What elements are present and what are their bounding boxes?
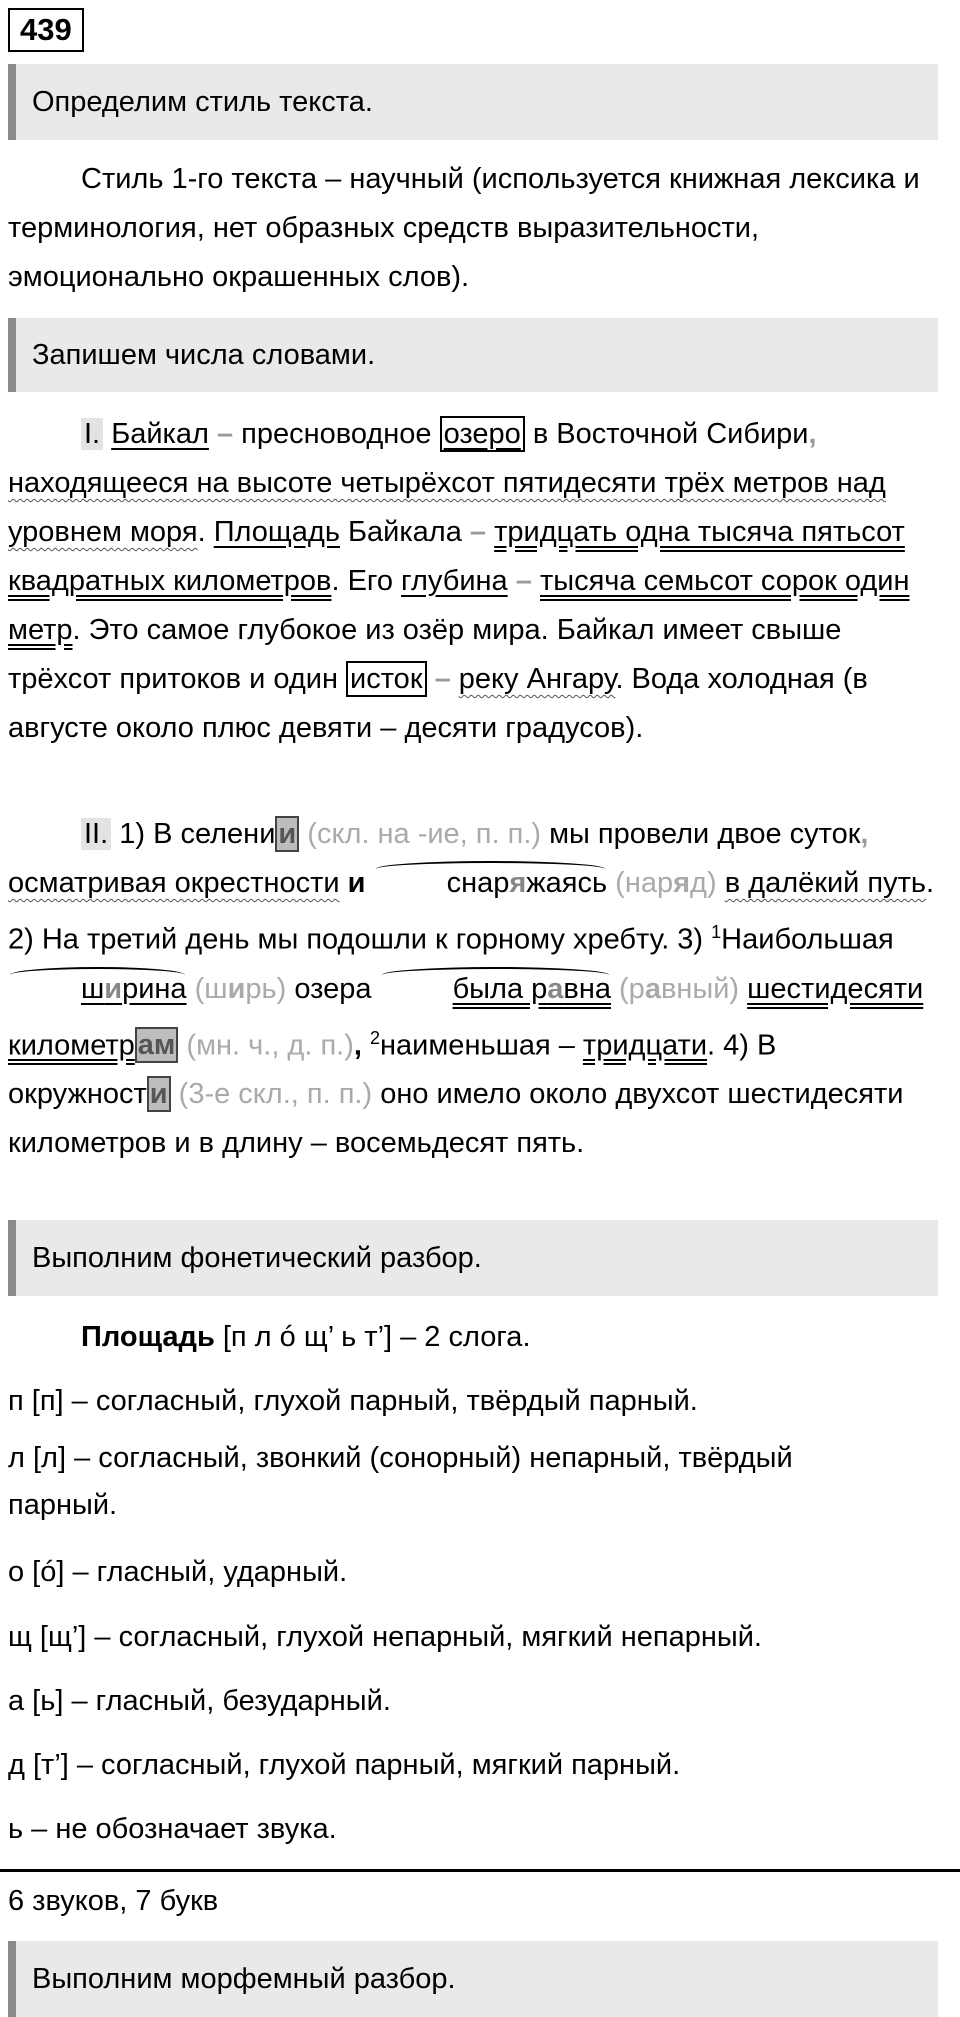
subject-glubina: глубина xyxy=(401,565,508,597)
predicate-sixty: шестидесяти километр xyxy=(8,972,924,1062)
dash: – xyxy=(216,418,234,450)
ending-box: ам xyxy=(135,1027,179,1063)
text-fragment: д) xyxy=(690,867,725,899)
grammar-note xyxy=(607,867,725,899)
phonetic-line: парный. xyxy=(8,1489,118,1521)
grammar-note: (скл. на -ие, п. п.) xyxy=(299,818,550,850)
text-fragment: жаясь xyxy=(526,867,608,899)
text-fragment: Его xyxy=(339,565,402,597)
text-fragment: вна xyxy=(563,972,611,1005)
adverbial-phrase-2 xyxy=(374,867,608,899)
dash: – xyxy=(434,663,451,695)
phonetic-line: д [т’] – согласный, глухой парный, мягкий парный. xyxy=(8,1749,681,1781)
dash: – xyxy=(469,516,487,548)
phonetic-line: щ [щ’] – согласный, глухой непарный, мягкий непарный. xyxy=(8,1621,762,1653)
adverbial-phrase-1: осматривая окрестности xyxy=(8,867,340,899)
phonetic-transcription: [п л ó щ’ ь т’] – 2 слога. xyxy=(214,1321,531,1353)
phonetic-line: о [ó] – гласный, ударный. xyxy=(8,1556,348,1588)
phonetic-word-line xyxy=(81,1317,531,1357)
phonetic-summary: 6 звуков, 7 букв xyxy=(8,1885,219,1917)
text-fragment: . 4) В окружност xyxy=(8,1029,777,1111)
text-fragment: 1) В селени xyxy=(111,818,276,850)
text-fragment: снар xyxy=(446,867,510,899)
roman-numeral-2: II. xyxy=(81,818,111,850)
checked-vowel: и xyxy=(104,972,123,1005)
grammar-note: (3-е скл., п. п.) xyxy=(170,1078,381,1111)
predicate-thirty: тридцати xyxy=(582,1029,708,1062)
dash: – xyxy=(515,565,532,597)
grammar-note xyxy=(187,973,295,1005)
section-header-morphemic: Выполним морфемный разбор. xyxy=(8,1941,938,2017)
task-number: 439 xyxy=(8,8,84,52)
comma: , xyxy=(860,818,869,850)
text-fragment: (ш xyxy=(186,972,228,1005)
text-fragment: (нар xyxy=(607,867,674,899)
predicate-depth: тысяча семьсот сорок один метр xyxy=(8,565,910,646)
text-fragment: наименьшая – xyxy=(380,1029,583,1062)
superscript-1: 1 xyxy=(711,922,722,942)
text-part-2: II. 1) В селени и (скл. на -ие, п. п.) мы провели двое суток, осматривая окрестности и снаряжаясь (наряд) в далёкий путь. 2) На третий день мы подошли к горному хребту. 3) $^1$Наибольшая ширина (ширь) озера была равна (равный) шестидесяти километр ам (мн. ч., д. п.), $^2$наименьшая – тридцати. 4) В окружност и (3-е скл., п. п.) оно имело около двухсот шестидесяти километров и в длину – восемьдесят пять. xyxy=(8,818,935,1160)
text-fragment: вный) xyxy=(660,972,748,1005)
participial-phrase: находящееся на высоте четырёхсот пятидесяти трёх метров над уровнем моря xyxy=(8,467,886,548)
text-fragment: была р xyxy=(452,972,548,1005)
text-fragment: ш xyxy=(81,972,105,1005)
boxed-word-ozero xyxy=(440,416,525,452)
superscript-2: 2 xyxy=(370,1027,381,1048)
adverbial-phrase-3: в далёкий путь xyxy=(724,867,926,899)
predicate-ravna xyxy=(380,965,611,1014)
phonetic-line: л [л] – согласный, звонкий (сонорный) непарный, твёрдый xyxy=(8,1442,793,1474)
grammar-note: (мн. ч., д. п.) xyxy=(178,1029,354,1062)
text-fragment: рь) xyxy=(245,972,295,1005)
text-fragment: оно имело около двухсот шестидесяти километров и в длину – восемьдесят пять. xyxy=(8,1078,904,1160)
text-fragment: мы провели двое суток xyxy=(549,818,861,850)
conjunction-i: и xyxy=(339,867,374,899)
text-fragment: пресноводное xyxy=(233,418,440,450)
section-header-phonetic: Выполним фонетический разбор. xyxy=(8,1220,938,1296)
text-fragment: . 2) На третий день мы подошли к горному хребту. 3) xyxy=(8,867,935,956)
phonetic-word: Площадь xyxy=(81,1321,215,1353)
ending-box: и xyxy=(147,1076,171,1112)
text-fragment: рина xyxy=(122,972,187,1005)
text-fragment: (р xyxy=(610,972,645,1005)
style-text: Стиль 1-го текста – научный (используется книжная лексика и терминология, нет образных средств выразительности, эмоционально окрашенных слов). xyxy=(8,163,920,293)
checked-vowel: а xyxy=(644,972,661,1005)
roman-numeral-1: I. xyxy=(81,418,103,450)
text-part-1: I. Байкал – пресноводное озеро в Восточной Сибири, находящееся на высоте четырёхсот пятидесяти трёх метров над уровнем моря. Площадь Байкала – тридцать одна тысяча пятьсот квадратных километров. Его глубина – тысяча семьсот сорок один метр. Это самое глубокое из озёр мира. Байкал имеет свыше трёхсот притоков и один исток – реку Ангару. Вода холодная (в августе около плюс девяти – десяти градусов). xyxy=(8,418,910,744)
root-arc xyxy=(374,859,608,908)
phonetic-line: п [п] – согласный, глухой парный, твёрдый парный. xyxy=(8,1385,698,1417)
predicate-ozero: озеро xyxy=(443,418,521,450)
phonetic-line: а [ь] – гласный, безударный. xyxy=(8,1685,391,1717)
ending-box: и xyxy=(275,816,299,852)
subject-shirina xyxy=(8,965,187,1014)
text-fragment: Байкала xyxy=(339,516,470,548)
checked-vowel: я xyxy=(509,867,527,899)
checked-vowel: а xyxy=(547,972,564,1005)
text-fragment: Наибольшая xyxy=(721,923,894,956)
text-fragment: . Вода холодная (в августе около плюс девяти – десяти градусов). xyxy=(8,663,868,744)
section-header-style: Определим стиль текста. xyxy=(8,64,938,140)
subject-ploshchad: Площадь xyxy=(213,516,340,548)
comma: , xyxy=(808,418,817,450)
section-header-numbers: Запишем числа словами. xyxy=(8,318,938,392)
divider xyxy=(0,1869,960,1872)
checked-vowel: я xyxy=(673,867,691,899)
subject-baikal: Байкал xyxy=(111,418,209,450)
phonetic-line: ь – не обозначает звука. xyxy=(8,1813,337,1845)
predicate-area: тридцать одна тысяча пятьсот квадратных километров xyxy=(8,516,905,597)
text-fragment: . Это самое глубокое из озёр мира. Байкал имеет свыше трёхсот притоков и один xyxy=(8,614,842,695)
grammar-note xyxy=(611,973,747,1005)
checked-vowel: и xyxy=(227,972,246,1005)
apposition-angara: реку Ангару xyxy=(458,663,616,695)
text-fragment: в Восточной Сибири xyxy=(524,418,809,450)
boxed-word-istok: исток xyxy=(346,661,426,697)
text-fragment: озера xyxy=(294,972,380,1005)
